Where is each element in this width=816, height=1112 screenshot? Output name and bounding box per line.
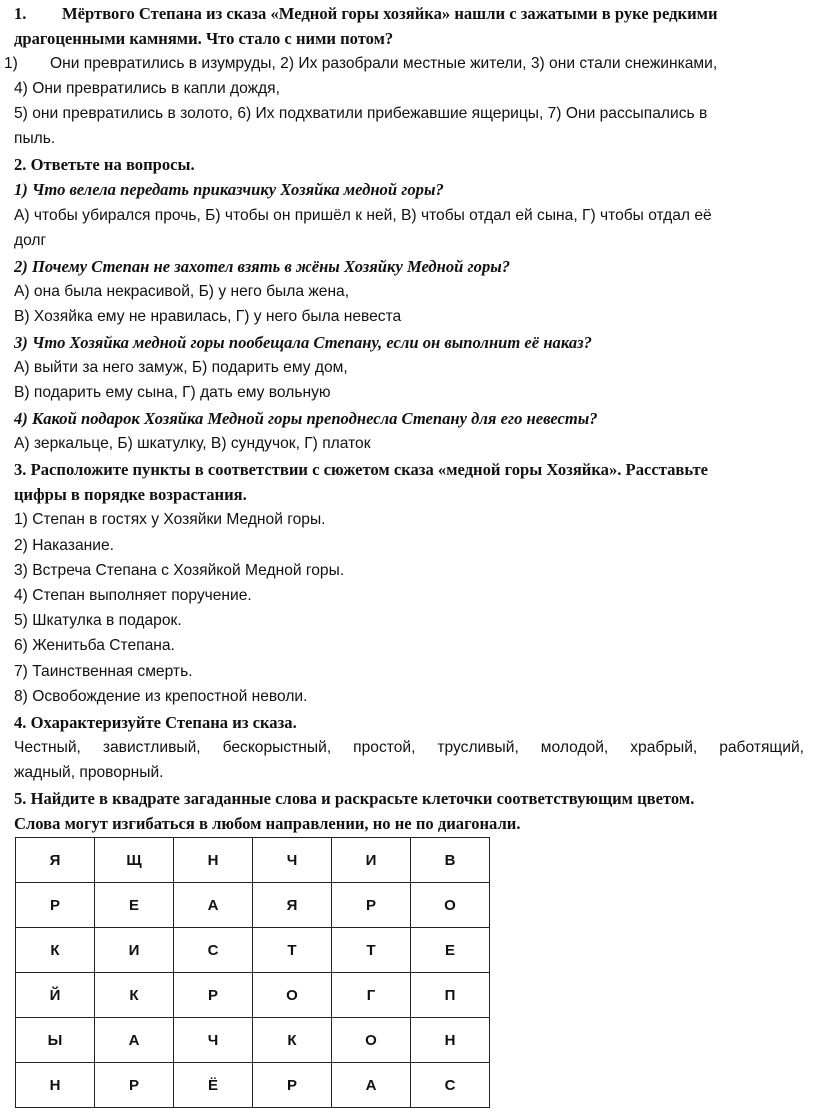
q2-sub3-answers-1: А) выйти за него замуж, Б) подарить ему дом, bbox=[14, 359, 348, 376]
q2-sub3-answers-2: В) подарить ему сына, Г) дать ему вольную bbox=[14, 384, 331, 401]
q4-traits-line-1: Честный, завистливый, бескорыстный, простой, трусливый, молодой, храбрый, работящий, bbox=[14, 739, 804, 756]
q4-title: 4. Охарактеризуйте Степана из сказа. bbox=[14, 713, 297, 732]
grid-cell[interactable]: С bbox=[174, 928, 253, 973]
q3-item: 5) Шкатулка в подарок. bbox=[14, 612, 182, 629]
q1-number: 1. bbox=[14, 4, 27, 23]
grid-cell[interactable]: Е bbox=[411, 928, 490, 973]
grid-cell[interactable]: О bbox=[332, 1018, 411, 1063]
grid-cell[interactable]: Р bbox=[174, 973, 253, 1018]
q3-item: 2) Наказание. bbox=[14, 537, 114, 554]
grid-cell[interactable]: Н bbox=[16, 1063, 95, 1108]
grid-cell[interactable]: Ы bbox=[16, 1018, 95, 1063]
q1-title-text: Мёртвого Степана из сказа «Медной горы хозяйка» нашли с зажатыми в руке редкими bbox=[62, 4, 718, 23]
q1-options-line-2: 4) Они превратились в капли дождя, bbox=[14, 80, 280, 97]
grid-cell[interactable]: А bbox=[332, 1063, 411, 1108]
grid-cell[interactable]: Т bbox=[253, 928, 332, 973]
grid-row bbox=[16, 1063, 490, 1108]
grid-row bbox=[16, 838, 490, 883]
grid-cell[interactable]: Г bbox=[332, 973, 411, 1018]
grid-cell[interactable]: Е bbox=[95, 883, 174, 928]
q3-item: 3) Встреча Степана с Хозяйкой Медной горы. bbox=[14, 562, 345, 579]
grid-cell[interactable]: К bbox=[95, 973, 174, 1018]
q3-item: 4) Степан выполняет поручение. bbox=[14, 587, 252, 604]
q2-sub1-answers-1: А) чтобы убирался прочь, Б) чтобы он пришёл к ней, В) чтобы отдал ей сына, Г) чтобы отдал её bbox=[14, 207, 712, 224]
q3-title-line-2: цифры в порядке возрастания. bbox=[14, 485, 247, 504]
grid-cell[interactable]: Ё bbox=[174, 1063, 253, 1108]
grid-cell[interactable]: Я bbox=[253, 883, 332, 928]
grid-cell[interactable]: Р bbox=[16, 883, 95, 928]
q2-sub1-question: 1) Что велела передать приказчику Хозяйка медной горы? bbox=[14, 180, 444, 199]
grid-cell[interactable]: Ч bbox=[174, 1018, 253, 1063]
q1-title-line-2: драгоценными камнями. Что стало с ними потом? bbox=[14, 29, 394, 48]
grid-cell[interactable]: Ч bbox=[253, 838, 332, 883]
q3-title-line-1: 3. Расположите пункты в соответствии с сюжетом сказа «медной горы Хозяйка». Расставьте bbox=[14, 460, 708, 479]
grid-cell[interactable]: О bbox=[411, 883, 490, 928]
q3-item: 8) Освобождение из крепостной неволи. bbox=[14, 688, 308, 705]
word-search-grid bbox=[15, 837, 490, 1108]
q3-item: 6) Женитьба Степана. bbox=[14, 637, 175, 654]
grid-cell[interactable]: Й bbox=[16, 973, 95, 1018]
q2-sub4-question: 4) Какой подарок Хозяйка Медной горы преподнесла Степану для его невесты? bbox=[14, 409, 598, 428]
grid-cell[interactable]: П bbox=[411, 973, 490, 1018]
q2-sub2-answers-1: А) она была некрасивой, Б) у него была жена, bbox=[14, 283, 350, 300]
q1-option-number: 1) bbox=[4, 55, 18, 72]
grid-cell[interactable]: Т bbox=[332, 928, 411, 973]
q2-sub4-answers-1: А) зеркальце, Б) шкатулку, В) сундучок, Г) платок bbox=[14, 435, 371, 452]
grid-cell[interactable]: С bbox=[411, 1063, 490, 1108]
grid-cell[interactable]: Р bbox=[95, 1063, 174, 1108]
grid-row bbox=[16, 883, 490, 928]
grid-cell[interactable]: И bbox=[95, 928, 174, 973]
grid-cell[interactable]: Я bbox=[16, 838, 95, 883]
q4-traits-line-2: жадный, проворный. bbox=[14, 764, 164, 781]
grid-row bbox=[16, 1018, 490, 1063]
grid-cell[interactable]: А bbox=[174, 883, 253, 928]
grid-cell[interactable]: К bbox=[253, 1018, 332, 1063]
grid-cell[interactable]: Н bbox=[411, 1018, 490, 1063]
q2-sub2-question: 2) Почему Степан не захотел взять в жёны Хозяйку Медной горы? bbox=[14, 257, 511, 276]
grid-cell[interactable]: И bbox=[332, 838, 411, 883]
q2-sub1-answers-2: долг bbox=[14, 232, 47, 249]
q2-title: 2. Ответьте на вопросы. bbox=[14, 155, 195, 174]
grid-cell[interactable]: О bbox=[253, 973, 332, 1018]
grid-row bbox=[16, 928, 490, 973]
grid-cell[interactable]: К bbox=[16, 928, 95, 973]
grid-row bbox=[16, 973, 490, 1018]
grid-cell[interactable]: А bbox=[95, 1018, 174, 1063]
q5-title-line-1: 5. Найдите в квадрате загаданные слова и раскрасьте клеточки соответствующим цветом. bbox=[14, 789, 695, 808]
q2-sub2-answers-2: В) Хозяйка ему не нравилась, Г) у него была невеста bbox=[14, 308, 402, 325]
grid-cell[interactable]: Н bbox=[174, 838, 253, 883]
q1-options-line-4: пыль. bbox=[14, 130, 56, 147]
q3-item: 1) Степан в гостях у Хозяйки Медной горы. bbox=[14, 511, 326, 528]
grid-cell[interactable]: Щ bbox=[95, 838, 174, 883]
grid-cell[interactable]: Р bbox=[253, 1063, 332, 1108]
q3-item: 7) Таинственная смерть. bbox=[14, 663, 193, 680]
q2-sub3-question: 3) Что Хозяйка медной горы пообещала Степану, если он выполнит её наказ? bbox=[14, 333, 592, 352]
q5-title-line-2: Слова могут изгибаться в любом направлении, но не по диагонали. bbox=[14, 814, 521, 833]
q1-options-line-3: 5) они превратились в золото, 6) Их подхватили прибежавшие ящерицы, 7) Они рассыпались в bbox=[14, 105, 708, 122]
grid-cell[interactable]: Р bbox=[332, 883, 411, 928]
grid-cell[interactable]: В bbox=[411, 838, 490, 883]
q1-options-text: Они превратились в изумруды, 2) Их разобрали местные жители, 3) они стали снежинками, bbox=[50, 55, 718, 72]
